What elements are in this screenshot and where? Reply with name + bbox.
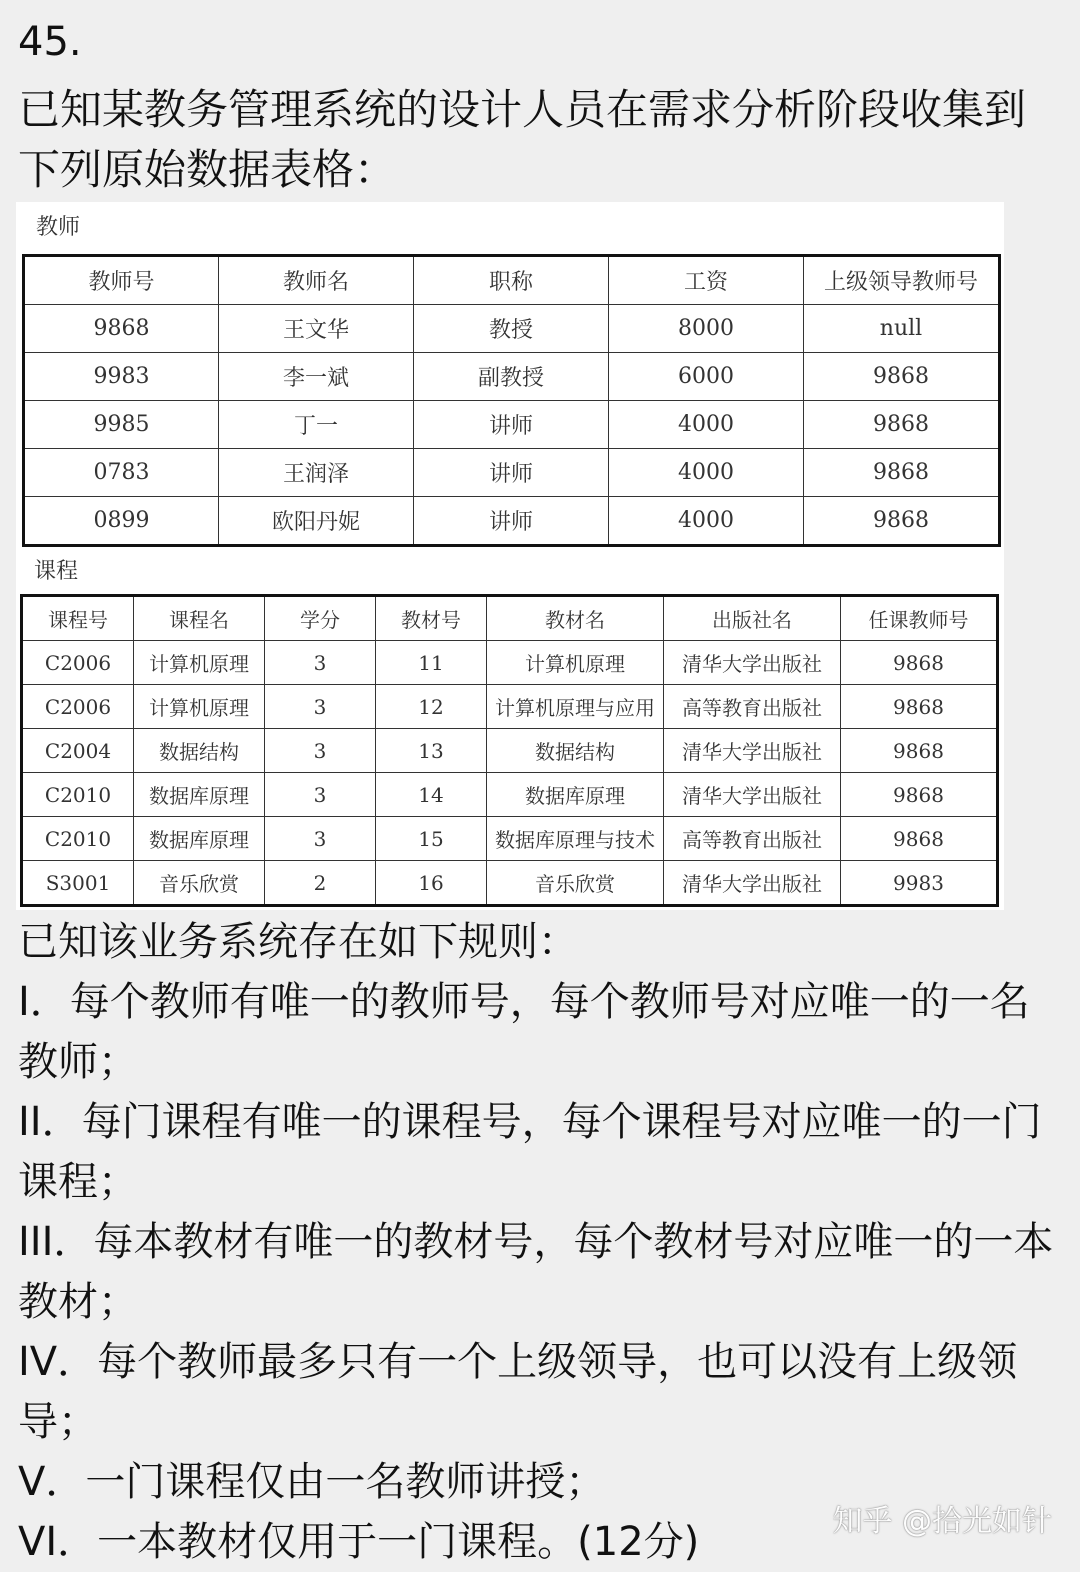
table-cell: 李一斌 <box>219 353 414 401</box>
table-cell: 清华大学出版社 <box>664 773 841 817</box>
table-cell: 高等教育出版社 <box>664 685 841 729</box>
rule-item: V．一门课程仅由一名教师讲授； <box>18 1459 606 1505</box>
table-cell: 音乐欣赏 <box>134 861 265 906</box>
table-cell: 9985 <box>24 401 219 449</box>
course-header-cell: 任课教师号 <box>841 596 998 641</box>
table-cell: 0899 <box>24 497 219 546</box>
table-cell: 数据库原理 <box>487 773 664 817</box>
table-cell: 0783 <box>24 449 219 497</box>
teacher-header-cell: 教师号 <box>24 256 219 305</box>
table-cell: 高等教育出版社 <box>664 817 841 861</box>
table-row <box>22 861 998 906</box>
table-cell: C2010 <box>22 773 134 817</box>
table-cell: 13 <box>376 729 487 773</box>
teacher-header-cell: 职称 <box>414 256 609 305</box>
course-header-cell: 出版社名 <box>664 596 841 641</box>
teacher-header-cell: 教师名 <box>219 256 414 305</box>
table-cell: 15 <box>376 817 487 861</box>
table-cell: null <box>804 305 1000 353</box>
table-cell: 14 <box>376 773 487 817</box>
table-row <box>22 729 998 773</box>
table-cell: 教授 <box>414 305 609 353</box>
table-cell: 9868 <box>841 729 998 773</box>
course-header-cell: 学分 <box>265 596 376 641</box>
table-cell: 9983 <box>24 353 219 401</box>
table-cell: 数据库原理与技术 <box>487 817 664 861</box>
zhihu-watermark: 知乎 @拾光如针 <box>832 1504 1052 1539</box>
course-header-cell: 教材名 <box>487 596 664 641</box>
table-cell: 9868 <box>804 449 1000 497</box>
table-cell: 9983 <box>841 861 998 906</box>
course-header-cell: 课程号 <box>22 596 134 641</box>
table-row <box>24 449 1000 497</box>
table-row <box>22 817 998 861</box>
table-cell: C2006 <box>22 641 134 685</box>
table-cell: 12 <box>376 685 487 729</box>
table-cell: C2010 <box>22 817 134 861</box>
table-cell: 清华大学出版社 <box>664 729 841 773</box>
table-cell: 9868 <box>24 305 219 353</box>
table-cell: 9868 <box>841 641 998 685</box>
table-row <box>24 305 1000 353</box>
table-row <box>24 401 1000 449</box>
table-cell: 计算机原理与应用 <box>487 685 664 729</box>
table-cell: 计算机原理 <box>134 641 265 685</box>
tables-image <box>16 202 1004 910</box>
table-cell: 9868 <box>841 685 998 729</box>
question-number: 45. <box>18 19 82 65</box>
course-header-cell: 课程名 <box>134 596 265 641</box>
table-cell: 丁一 <box>219 401 414 449</box>
course-table <box>20 594 999 907</box>
table-cell: 欧阳丹妮 <box>219 497 414 546</box>
table-row <box>24 353 1000 401</box>
rules-list <box>18 912 1068 1572</box>
rule-item: II．每门课程有唯一的课程号，每个课程号对应唯一的一门课程； <box>18 1099 1042 1205</box>
table-cell: 讲师 <box>414 497 609 546</box>
table-row <box>22 641 998 685</box>
table-cell: 8000 <box>609 305 804 353</box>
table-cell: 清华大学出版社 <box>664 641 841 685</box>
table-row <box>22 685 998 729</box>
table-cell: 3 <box>265 773 376 817</box>
table-cell: 讲师 <box>414 449 609 497</box>
question-intro: 已知某教务管理系统的设计人员在需求分析阶段收集到下列原始数据表格： <box>18 85 1027 194</box>
rule-item: VI．一本教材仅用于一门课程。(12分) <box>18 1519 700 1565</box>
table-cell: 数据结构 <box>487 729 664 773</box>
table-row <box>22 773 998 817</box>
table-cell: 16 <box>376 861 487 906</box>
teacher-table <box>22 254 1001 547</box>
teacher-header-cell: 工资 <box>609 256 804 305</box>
rule-item: IV．每个教师最多只有一个上级领导，也可以没有上级领导； <box>18 1339 1018 1445</box>
table-cell: S3001 <box>22 861 134 906</box>
table-cell: 3 <box>265 729 376 773</box>
rules-heading: 已知该业务系统存在如下规则： <box>18 919 578 965</box>
table-cell: 副教授 <box>414 353 609 401</box>
table-cell: 讲师 <box>414 401 609 449</box>
course-table-header-row <box>22 596 998 641</box>
table-cell: 计算机原理 <box>487 641 664 685</box>
table-row <box>24 497 1000 546</box>
table-cell: C2006 <box>22 685 134 729</box>
table-cell: 3 <box>265 817 376 861</box>
table-cell: 6000 <box>609 353 804 401</box>
table-cell: 11 <box>376 641 487 685</box>
teacher-table-header-row <box>24 256 1000 305</box>
table-cell: 9868 <box>804 497 1000 546</box>
table-cell: 9868 <box>804 353 1000 401</box>
table-cell: 2 <box>265 861 376 906</box>
course-header-cell: 教材号 <box>376 596 487 641</box>
table-cell: 3 <box>265 641 376 685</box>
rule-item: I．每个教师有唯一的教师号，每个教师号对应唯一的一名教师； <box>18 979 1030 1085</box>
table-cell: 数据库原理 <box>134 817 265 861</box>
table-cell: 4000 <box>609 449 804 497</box>
table-cell: 数据库原理 <box>134 773 265 817</box>
teacher-table-caption: 教师 <box>36 215 81 240</box>
table-cell: 9868 <box>841 773 998 817</box>
table-cell: C2004 <box>22 729 134 773</box>
table-cell: 王文华 <box>219 305 414 353</box>
table-cell: 音乐欣赏 <box>487 861 664 906</box>
table-cell: 王润泽 <box>219 449 414 497</box>
table-cell: 计算机原理 <box>134 685 265 729</box>
rule-item: III．每本教材有唯一的教材号，每个教材号对应唯一的一本教材； <box>18 1219 1054 1325</box>
table-cell: 9868 <box>804 401 1000 449</box>
teacher-header-cell: 上级领导教师号 <box>804 256 1000 305</box>
table-cell: 9868 <box>841 817 998 861</box>
table-cell: 数据结构 <box>134 729 265 773</box>
table-cell: 4000 <box>609 497 804 546</box>
table-cell: 3 <box>265 685 376 729</box>
table-cell: 清华大学出版社 <box>664 861 841 906</box>
course-table-caption: 课程 <box>34 559 79 584</box>
table-cell: 4000 <box>609 401 804 449</box>
